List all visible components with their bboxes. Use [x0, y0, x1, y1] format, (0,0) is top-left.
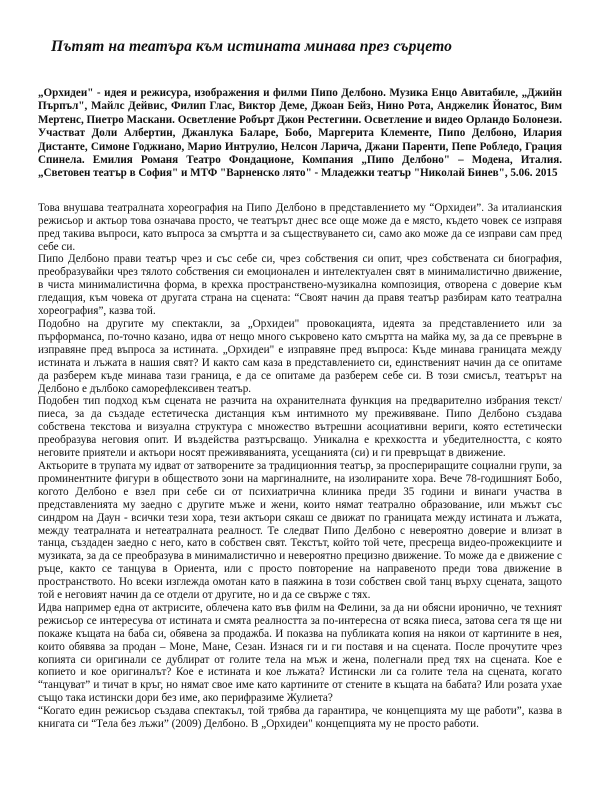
body-paragraph: Идва например една от актрисите, облечена като във филм на Фелини, за да ни обясни иронично, че техният режисьор се интересува от истината и смята реалността за по-интересна от всяка пиеса, затова сега тя ще ни покаже къщата на баба си, обявена за продажба. И показва на публиката копия на някои от картините в нея, които обявява за продан – Моне, Мане, Сезан. Изнася ги и ги поставя и на сцената. После прочутите чрез копията си оригинали се дублират от голите тела на мъж и жена, полегнали пред тях на сцената. Кое е копието и кое оригиналът? Кое е истината и кое лъжата? Истински ли са голите тела на сцената, когато “танцуват” и тичат в кръг, но нямат свое име като картините от стените в къщата на бабата? Или розата ухае също така истински дори без име, ако перифразиме Жулиета? [38, 601, 562, 705]
body-paragraph: “Когато един режисьор създава спектакъл, той трябва да гарантира, че концепцията му ще работи”, казва в книгата си “Тела без лъжи” (2009) Делбоно. В „Орхидеи" концепцията му не просто работи. [38, 705, 562, 731]
body-paragraph: Пипо Делбоно прави театър чрез и със себе си, чрез собствения си опит, чрез собствената си биография, преобразувайки чрез тялото собствения си емоционален и интелектуален свят в минималистично движение, в чиста минималистична форма, в крехка пространствено-музикална композиция, отворена с доверие към гледащия, към човека от другата страна на сцената: “Своят начин да правя театър разбирам като театрална хореография”, казва той. [38, 253, 562, 318]
body-paragraph: Подобно на другите му спектакли, за „Орхидеи" провокацията, идеята за представлението или за пърформанса, по-точно казано, идва от нещо много съкровено като смъртта на майка му, за да се превърне в изправяне пред въпроса за истината. „Орхидеи" е изправяне пред въпроса: Къде минава границата между истината и лъжата в нашия свят? И както сам каза в представлението си, единственият начин да се опитаме да разберем къде минава тази граница, е да се опитаме да разберем себе си. В този смисъл, театърът на Делбоно е дълбоко саморефлексивен театър. [38, 318, 562, 395]
article-body [38, 202, 562, 731]
production-credits: „Орхидеи" - идея и режисура, изображения и филми Пипо Делбоно. Музика Енцо Авитабиле, „Джийн Пърпъл", Майлс Дейвис, Филип Глас, Виктор Деме, Джоан Бейз, Нино Рота, Анджелик Йонатос, Вим Мертенс, Пиетро Маскани. Осветление Робърт Джон Рестегини. Осветление и видео Орландо Болонези. Участват Доли Албертин, Джанлука Баларе, Бобо, Маргерита Клементе, Пипо Делбоно, Илария Дистанте, Симоне Годжиано, Марио Интрулио, Нелсон Ларича, Джани Паренти, Пепе Робледо, Грация Спинела. Емилия Романя Театро Фондационе, Компания „Пипо Делбоно" – Модена, Италия. „Световен театър в София" и МТФ "Варненско лято" - Младежки театър "Николай Бинев", 5.06. 2015 [38, 87, 562, 180]
article-title: Пътят на театъра към истината минава през сърцето [51, 38, 452, 55]
body-paragraph: Актьорите в трупата му идват от затворените за традиционния театър, за проспериращите социални групи, за проминентните фигури в обществото зони на маргиналните, на изолираните хора. Вече 78-годишният Бобо, когото Делбоно е взел при себе си от психиатрична клиника преди 35 години и винаги участва в представленията му заедно с другите мъже и жени, които нямат театрално образование, или мъжът със синдром на Даун - всички тези хора, тези актьори сякаш се движат по границата между истината и лъжата, между театралната и нетеатралната реалност. Те следват Пипо Делбоно с невероятно доверие и влизат в танца, създаден заедно с него, като в собствен свят. Текстът, който той чете, пресреща видео-прожекциите и музиката, за да се преобразува в минималистично и невероятно прецизно движение. То може да е движение с ръце, както се танцува в Ориента, или с просто повторение на направеното преди това движение в пространството. Но всеки изглежда омотан като в паяжина в този собствен свой танц върху сцената, защото той е неговият начин да се отдели от другите, но и да се свърже с тях. [38, 459, 562, 602]
body-paragraph: Подобен тип подход към сцената не разчита на охранителната функция на предварително избрания текст/пиеса, за да създаде естетическа дистанция към интимното му преживяване. Пипо Делбоно създава собствена текстова и визуална структура с множество вътрешни асоциативни вериги, която естетически преобразува неговия опит. И въздейства разтърсващо. Уникална е крехкостта и убедителността, с която неговите приятели и актьори носят преживяванията, усещанията (си) и ги превръщат в движение. [38, 395, 562, 460]
body-paragraph: Това внушава театралната хореография на Пипо Делбоно в представлението му “Орхидеи”. За италианския режисьор и актьор това означава просто, че театърът днес все още може да е място, където човек се изправя пред такива въпроси, като въпроса за смъртта и за съществуването си, само ако може да се изправи сам пред себе си. [38, 201, 562, 253]
